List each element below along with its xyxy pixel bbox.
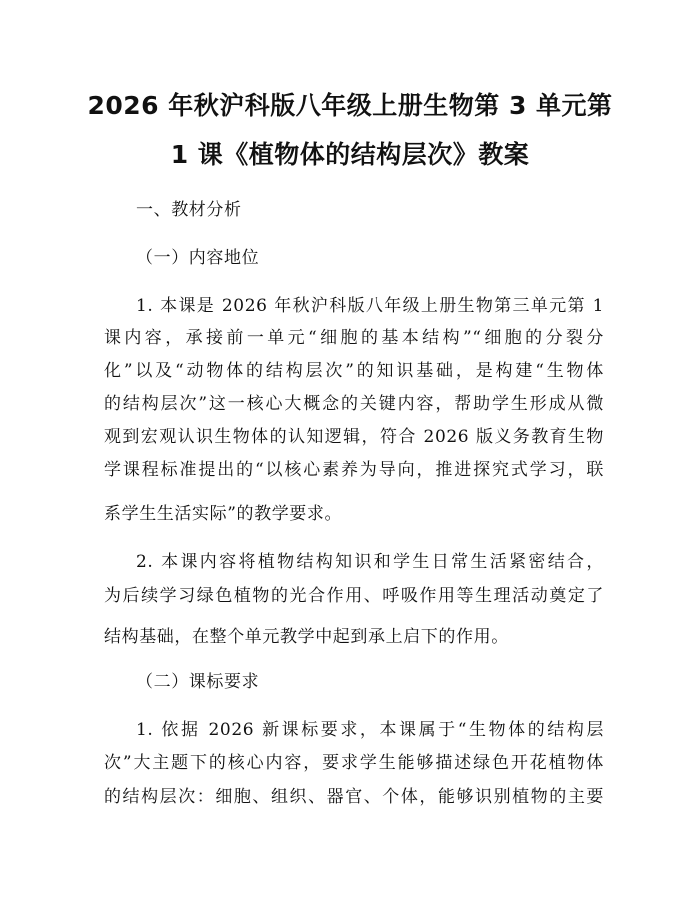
paragraph-line: 的结构层次”这一核心大概念的关键内容，帮助学生形成从微 (104, 394, 604, 414)
paragraph-line: 学课程标准提出的“以核心素养为导向，推进探究式学习，联 (104, 460, 604, 480)
subsection-heading-content-position: （一）内容地位 (136, 248, 260, 268)
section-heading-materials-analysis: 一、教材分析 (136, 200, 242, 220)
paragraph-line: 1. 本课是 2026 年秋沪科版八年级上册生物第三单元第 1 (136, 296, 604, 316)
paragraph-line: 次”大主题下的核心内容，要求学生能够描述绿色开花植物体 (104, 753, 604, 773)
document-title-line-2: 1 课《植物体的结构层次》教案 (170, 140, 530, 169)
paragraph-line: 1. 依据 2026 新课标要求，本课属于“生物体的结构层 (136, 720, 604, 740)
paragraph-line: 观到宏观认识生物体的认知逻辑，符合 2026 版义务教育生物 (104, 427, 604, 447)
paragraph-line: 化”以及“动物体的结构层次”的知识基础，是构建“生物体 (104, 361, 604, 381)
subsection-heading-curriculum-requirements: （二）课标要求 (136, 672, 260, 692)
paragraph-line: 系学生生活实际”的教学要求。 (104, 504, 343, 524)
paragraph-line: 2. 本课内容将植物结构知识和学生日常生活紧密结合， (136, 552, 604, 572)
document-title-line-1: 2026 年秋沪科版八年级上册生物第 3 单元第 (87, 91, 613, 120)
paragraph-line: 为后续学习绿色植物的光合作用、呼吸作用等生理活动奠定了 (104, 586, 604, 606)
paragraph-line: 结构基础，在整个单元教学中起到承上启下的作用。 (104, 627, 509, 647)
paragraph-line: 的结构层次：细胞、组织、器官、个体，能够识别植物的主要 (104, 787, 604, 807)
paragraph-line: 课内容，承接前一单元“细胞的基本结构”“细胞的分裂分 (104, 328, 604, 348)
